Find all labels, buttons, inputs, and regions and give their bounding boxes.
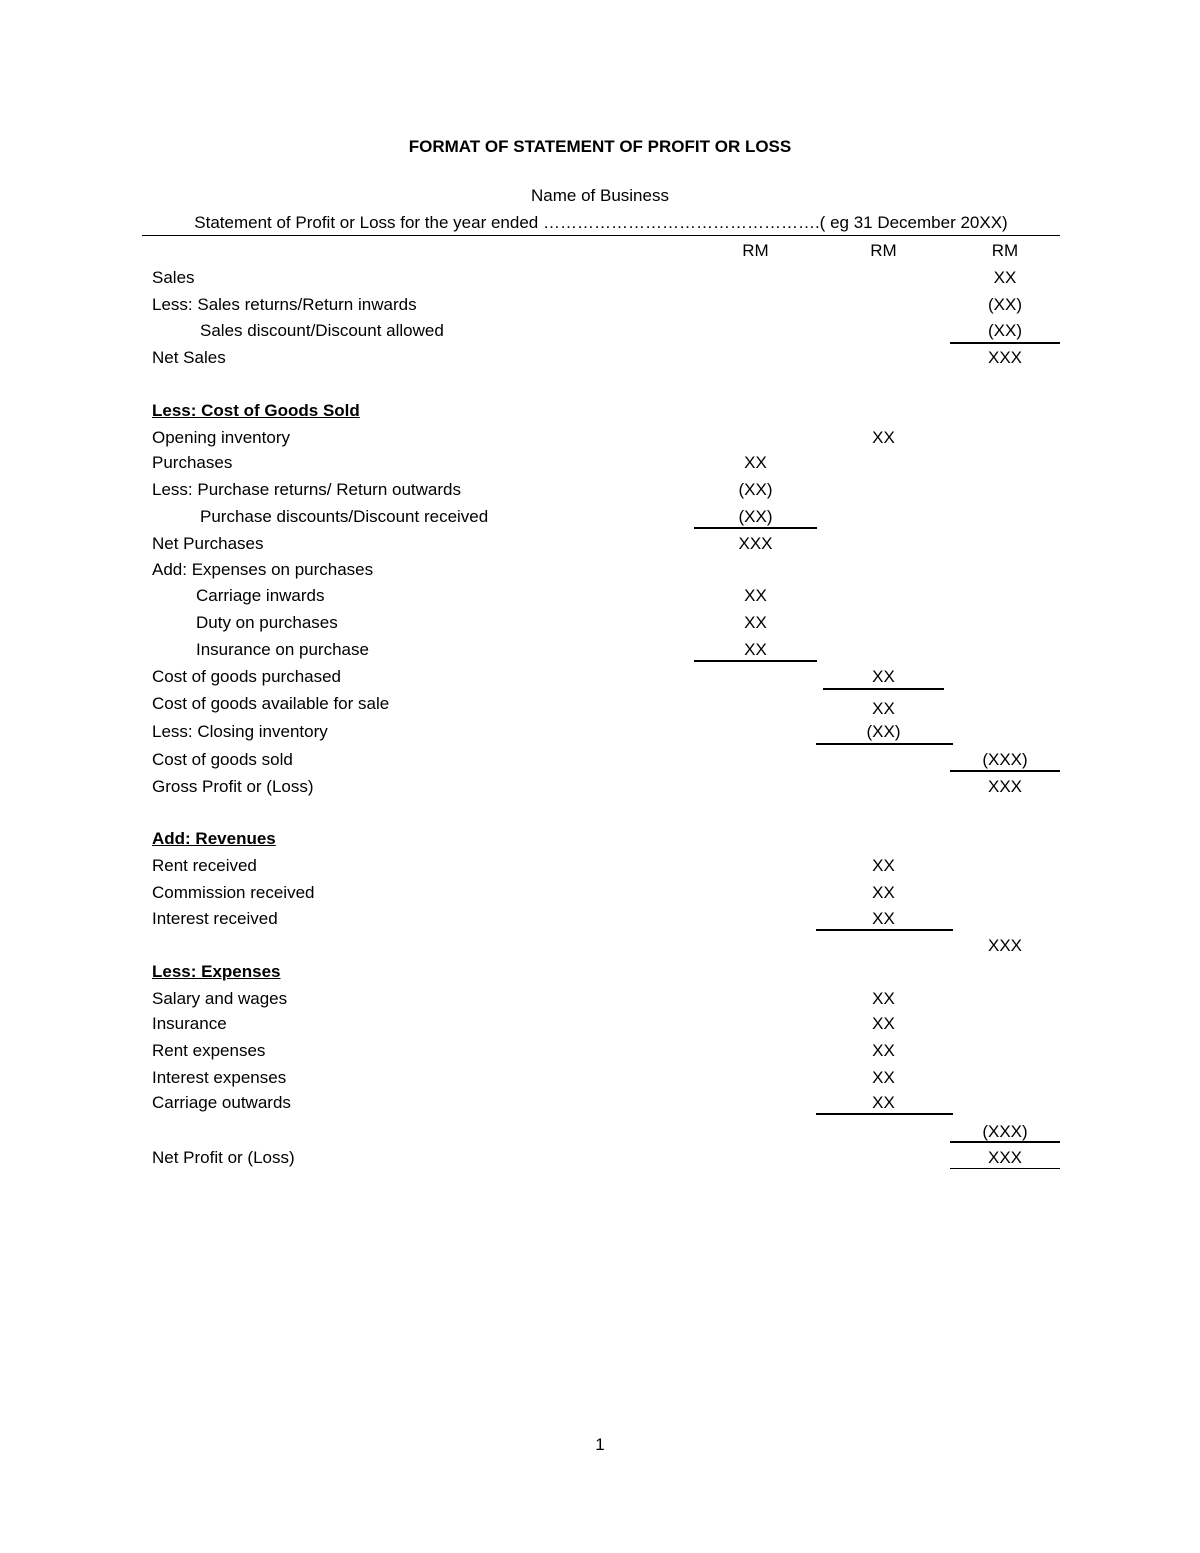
table-row	[0, 317, 1200, 343]
row-label: Opening inventory	[152, 428, 290, 447]
row-label: Rent received	[152, 856, 257, 875]
row-label: Cost of goods purchased	[152, 667, 342, 686]
row-label: Interest received	[152, 909, 278, 928]
row-label: Commission received	[152, 883, 315, 902]
row-label: Cost of goods sold	[152, 750, 293, 769]
table-row	[0, 1089, 1200, 1115]
row-value: XXX	[987, 348, 1023, 367]
row-label: Sales discount/Discount allowed	[200, 321, 444, 340]
table-row	[0, 746, 1200, 772]
row-label: Rent expenses	[152, 1041, 266, 1060]
row-label: Carriage outwards	[152, 1093, 291, 1112]
row-value: XX	[872, 1068, 895, 1087]
row-value: (XX)	[988, 295, 1022, 314]
row-value: XX	[744, 613, 767, 632]
row-label: Net Purchases	[152, 534, 264, 553]
table-row	[0, 291, 1200, 317]
table-row	[0, 905, 1200, 931]
table-row	[0, 609, 1200, 635]
row-value: XX	[744, 453, 767, 472]
table-row	[0, 718, 1200, 744]
row-label: Purchases	[152, 453, 233, 472]
row-value: (XX)	[738, 507, 773, 526]
subtotal-rule	[816, 743, 953, 745]
row-label: Carriage inwards	[196, 586, 325, 605]
row-value: XX	[872, 989, 895, 1008]
currency-header: RM	[991, 241, 1019, 260]
row-value: (XX)	[866, 722, 901, 741]
document-title: FORMAT OF STATEMENT OF PROFIT OR LOSS	[408, 137, 792, 156]
table-row	[0, 1010, 1200, 1036]
table-row	[0, 663, 1200, 689]
section-heading	[0, 825, 1200, 851]
table-row	[0, 636, 1200, 662]
business-name: Name of Business	[531, 186, 669, 205]
table-row	[0, 264, 1200, 290]
row-label: Purchase discounts/Discount received	[200, 507, 489, 526]
row-value: (XX)	[738, 480, 773, 499]
row-value: XX	[872, 667, 895, 686]
row-label: Less: Closing inventory	[152, 722, 328, 741]
table-row	[0, 1064, 1200, 1090]
subtotal-rule	[950, 770, 1060, 772]
row-value: XX	[993, 268, 1017, 287]
row-label: Sales	[152, 268, 195, 287]
row-label: Interest expenses	[152, 1068, 287, 1087]
table-row	[0, 690, 1200, 716]
row-value: XXX	[987, 777, 1023, 796]
row-label: Insurance on purchase	[196, 640, 369, 659]
row-label: Cost of goods available for sale	[152, 694, 390, 713]
subtotal-rule	[816, 1113, 953, 1115]
row-value: XX	[872, 883, 895, 902]
subtotal-rule	[694, 527, 817, 529]
subtotal-rule	[950, 1141, 1060, 1143]
table-row	[0, 985, 1200, 1011]
row-value: XX	[744, 586, 767, 605]
row-label: Net Profit or (Loss)	[152, 1148, 295, 1167]
table-row	[0, 773, 1200, 799]
row-value: (XX)	[988, 321, 1022, 340]
table-row	[0, 1144, 1200, 1170]
row-label: Duty on purchases	[196, 613, 338, 632]
page-number: 1	[595, 1435, 605, 1454]
table-row	[0, 503, 1200, 529]
row-value: XX	[872, 1014, 895, 1033]
subtotal-rule	[816, 929, 953, 931]
row-value: XXX	[987, 936, 1023, 955]
row-value: XX	[872, 1093, 895, 1112]
currency-header: RM	[742, 241, 769, 260]
statement-period-line: Statement of Profit or Loss for the year ended ………………………………………….( eg 31 December 20XX)	[142, 213, 1060, 236]
row-label: Less: Sales returns/Return inwards	[152, 295, 417, 314]
row-value: XX	[872, 909, 895, 928]
row-value: (XXX)	[982, 750, 1028, 769]
subtotal-rule	[694, 660, 817, 662]
row-label: Less: Purchase returns/ Return outwards	[152, 480, 461, 499]
table-row	[0, 932, 1200, 958]
table-row	[0, 1037, 1200, 1063]
row-value: XXX	[738, 534, 773, 553]
section-heading-label: Less: Expenses	[152, 962, 281, 981]
row-value: XX	[872, 699, 895, 718]
row-value: XXX	[987, 1148, 1023, 1167]
section-heading	[0, 958, 1200, 984]
table-row	[0, 530, 1200, 556]
row-value: (XXX)	[982, 1122, 1028, 1141]
row-label: Add: Expenses on purchases	[152, 560, 374, 579]
table-row	[0, 476, 1200, 502]
section-heading	[0, 397, 1200, 423]
row-label: Salary and wages	[152, 989, 288, 1008]
section-heading-label: Add: Revenues	[152, 829, 276, 848]
table-row	[0, 852, 1200, 878]
row-value: XX	[872, 1041, 895, 1060]
table-row	[0, 449, 1200, 475]
currency-header: RM	[870, 241, 897, 260]
section-heading-label: Less: Cost of Goods Sold	[152, 401, 360, 420]
row-value: XX	[872, 856, 895, 875]
currency-header-row	[0, 237, 1200, 263]
row-label: Gross Profit or (Loss)	[152, 777, 314, 796]
row-value: XX	[744, 640, 767, 659]
row-label: Net Sales	[152, 348, 226, 367]
row-value: XX	[872, 428, 895, 447]
total-rule	[950, 1168, 1060, 1169]
table-row	[0, 344, 1200, 370]
row-label: Insurance	[152, 1014, 227, 1033]
table-row	[0, 879, 1200, 905]
table-row	[0, 556, 1200, 582]
table-row	[0, 424, 1200, 450]
table-row	[0, 582, 1200, 608]
